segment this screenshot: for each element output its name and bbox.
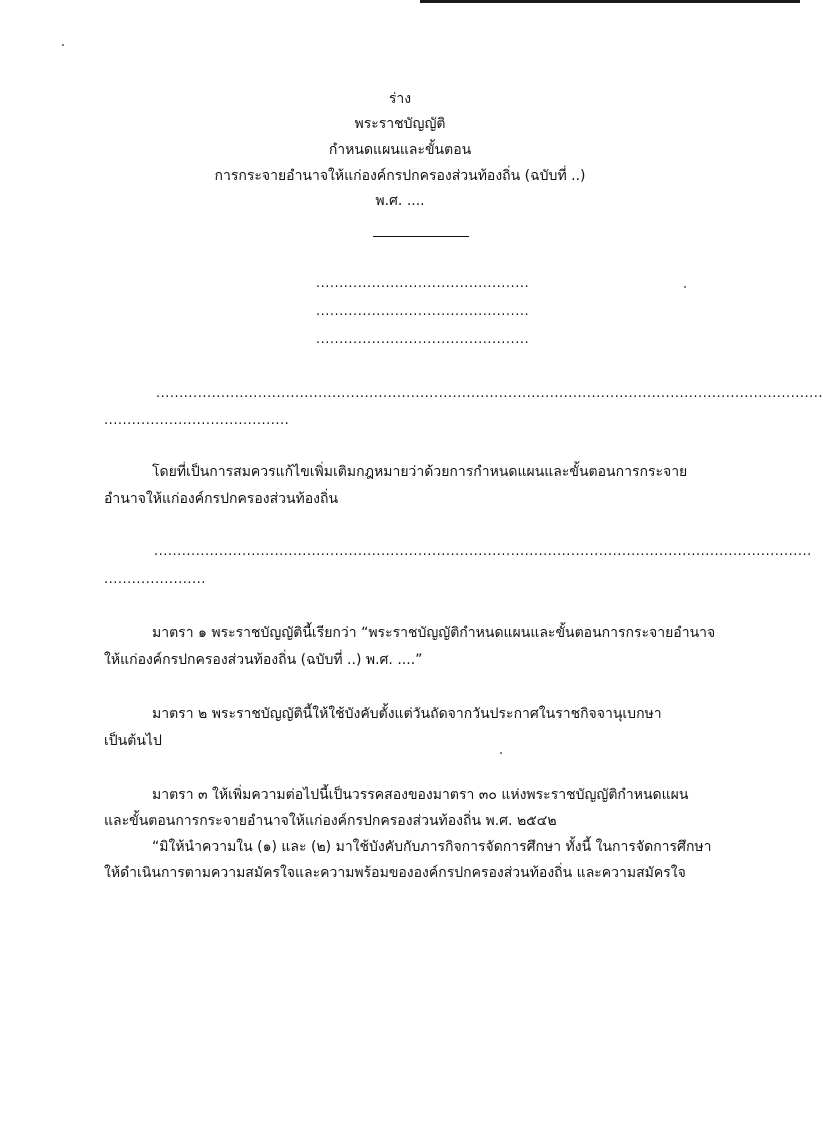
preamble-dots-2: ........................................ [104,413,290,428]
section-2-line-2: เป็นต้นไป [104,733,162,749]
scan-speck [500,752,502,754]
section-1-line-2: ให้แก่องค์กรปกครองส่วนท้องถิ่น (ฉบับที่ ..) พ.ศ. ....” [104,652,423,668]
preamble-dots-1: ................................................................................................................................................ [156,386,823,401]
act-full-title: การกระจายอำนาจให้แก่องค์กรปกครองส่วนท้องถิ่น (ฉบับที่ ..) [214,168,586,184]
signature-dots-1: .............................................. [316,276,530,291]
enact-dots-1: .............................................................................................................................................. [154,544,812,559]
act-heading: พระราชบัญญัติ [354,116,446,132]
section-3-line-1: มาตรา ๓ ให้เพิ่มความต่อไปนี้เป็นวรรคสองของมาตรา ๓๐ แห่งพระราชบัญญัติกำหนดแผน [152,787,689,803]
act-year: พ.ศ. .... [375,193,425,209]
scan-speck [62,44,64,46]
title-underline [373,236,469,237]
act-subject: กำหนดแผนและขั้นตอน [328,142,472,158]
section-3-line-2: และขั้นตอนการกระจายอำนาจให้แก่องค์กรปกครองส่วนท้องถิ่น พ.ศ. ๒๕๔๒ [104,813,557,829]
scan-edge-artifact [420,0,800,3]
section-3-quote-line-1: “มิให้นำความใน (๑) และ (๒) มาใช้บังคับกับภารกิจการจัดการศึกษา ทั้งนี้ ในการจัดการศึกษา [152,839,712,855]
reason-line-2: อำนาจให้แก่องค์กรปกครองส่วนท้องถิ่น [104,491,339,507]
draft-label: ร่าง [388,91,412,107]
signature-dots-3: .............................................. [316,332,530,347]
signature-dots-2: .............................................. [316,304,530,319]
section-3-quote-line-2: ให้ดำเนินการตามความสมัครใจและความพร้อมขององค์กรปกครองส่วนท้องถิ่น และความสมัครใจ [104,865,686,881]
enact-dots-2: ...................... [104,572,206,587]
reason-line-1: โดยที่เป็นการสมควรแก้ไขเพิ่มเติมกฎหมายว่าด้วยการกำหนดแผนและขั้นตอนการกระจาย [152,464,688,480]
section-1-line-1: มาตรา ๑ พระราชบัญญัตินี้เรียกว่า “พระราชบัญญัติกำหนดแผนและขั้นตอนการกระจายอำนาจ [152,625,716,641]
section-2-line-1: มาตรา ๒ พระราชบัญญัตินี้ให้ใช้บังคับตั้งแต่วันถัดจากวันประกาศในราชกิจจานุเบกษา [152,706,662,722]
scan-speck [684,286,686,288]
